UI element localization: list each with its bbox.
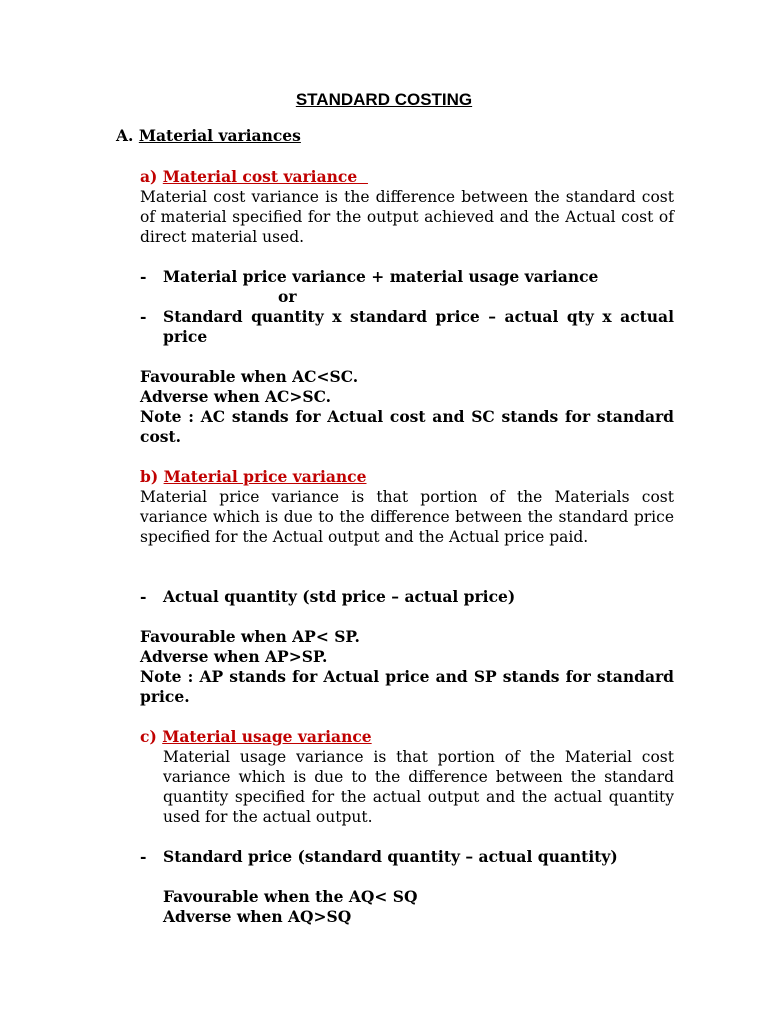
subsection-a-or: or (278, 287, 297, 306)
subsection-b-marker: b) (140, 467, 159, 486)
subsection-b-title: Material price variance (163, 467, 367, 486)
bullet-dash: - (140, 307, 147, 326)
subsection-a-note: Note : AC stands for Actual cost and SC stands for standard cost. (140, 407, 674, 446)
subsection-c-bullet-1 (140, 847, 674, 867)
subsection-b-adverse: Adverse when AP>SP. (140, 647, 328, 666)
subsection-a-title: Material cost variance (162, 167, 368, 186)
subsection-a-heading (140, 167, 368, 187)
bullet-text: Standard quantity x standard price – actual qty x actual price (163, 307, 674, 346)
subsection-c-favourable: Favourable when the AQ< SQ (163, 887, 418, 906)
bullet-dash: - (140, 587, 147, 606)
subsection-c-title: Material usage variance (162, 727, 372, 746)
bullet-dash: - (140, 267, 147, 286)
subsection-c-marker: c) (140, 727, 157, 746)
subsection-c-paragraph: Material usage variance is that portion of the Material cost variance which is due to the difference between the standard quantity specified for the actual output and the actual quantity used for the actual output. (163, 748, 674, 826)
bullet-text: Material price variance + material usage variance (163, 267, 599, 286)
subsection-b-note: Note : AP stands for Actual price and SP stands for standard price. (140, 667, 674, 706)
page-title: STANDARD COSTING (295, 90, 473, 109)
section-a-title: Material variances (138, 126, 301, 145)
subsection-b-favourable: Favourable when AP< SP. (140, 627, 360, 646)
bullet-text: Standard price (standard quantity – actual quantity) (163, 847, 618, 866)
subsection-a-bullet-1 (140, 267, 674, 287)
subsection-a-favourable: Favourable when AC<SC. (140, 367, 359, 386)
section-a-marker: A. (116, 126, 134, 145)
subsection-a-paragraph: Material cost variance is the difference between the standard cost of material specified for the output achieved and the Actual cost of direct material used. (140, 188, 674, 246)
subsection-a-marker: a) (140, 167, 158, 186)
subsection-a-bullet-2 (140, 307, 674, 347)
subsection-a-adverse: Adverse when AC>SC. (140, 387, 332, 406)
subsection-c-adverse: Adverse when AQ>SQ (163, 907, 352, 926)
subsection-c-heading (140, 727, 372, 747)
bullet-text: Actual quantity (std price – actual price) (163, 587, 516, 606)
subsection-b-bullet-1 (140, 587, 674, 607)
bullet-dash: - (140, 847, 147, 866)
subsection-b-paragraph: Material price variance is that portion of the Materials cost variance which is due to the difference between the standard price specified for the Actual output and the Actual price paid. (140, 488, 674, 546)
section-a-heading (116, 126, 301, 146)
subsection-b-heading (140, 467, 367, 487)
